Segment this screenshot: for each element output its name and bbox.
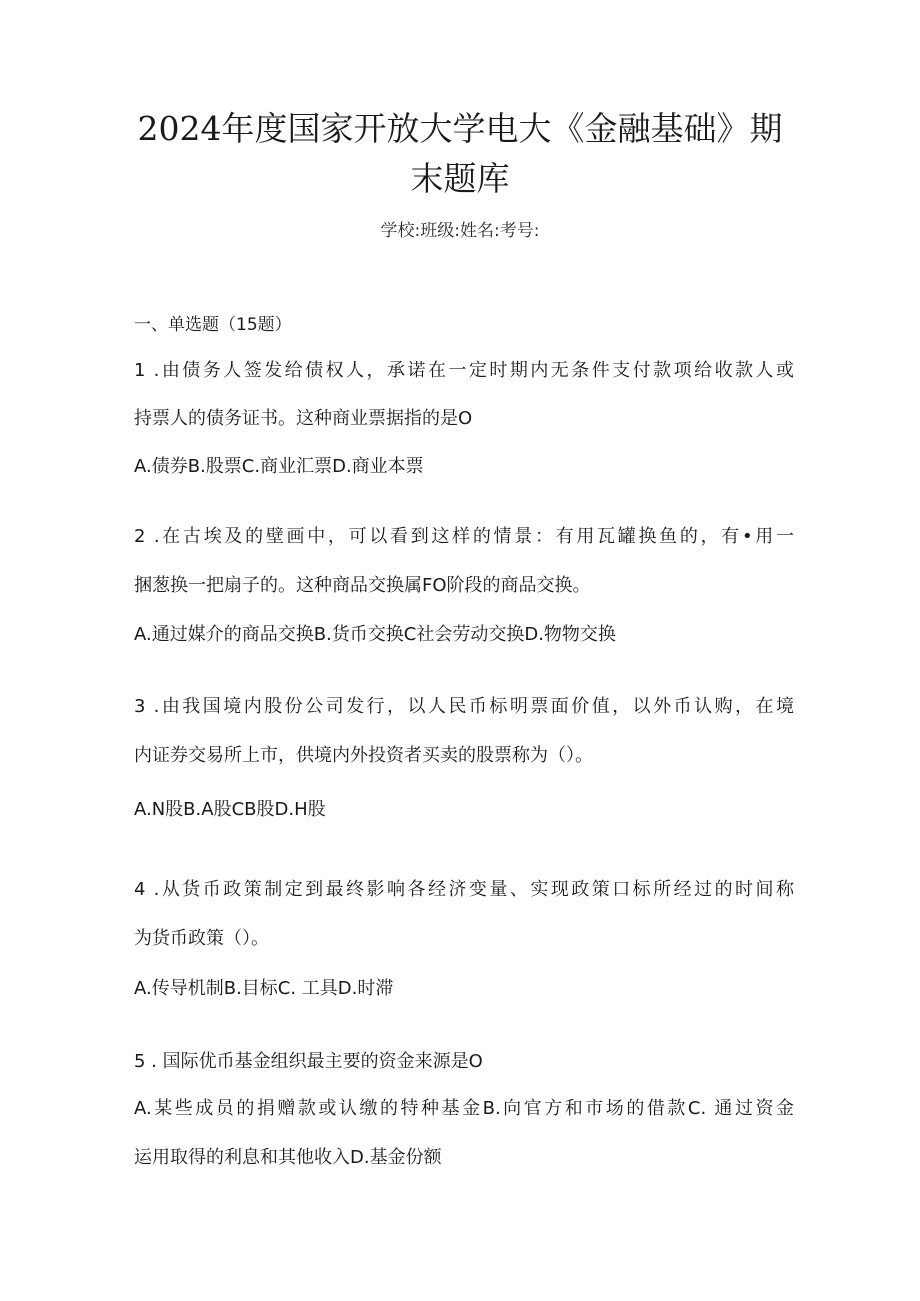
question-4-stem-line2: 为货币政策（）。 <box>134 928 269 949</box>
document-title-line1: 2024年度国家开放大学电大《金融基础》期 <box>137 109 783 148</box>
student-info-line: 学校:班级:姓名:考号: <box>380 221 540 241</box>
question-2-options: A.通过媒介的商品交换B.货币交换C社会劳动交换D.物物交换 <box>134 624 616 645</box>
question-1-options: A.债券B.股票C.商业汇票D.商业本票 <box>134 456 424 477</box>
question-5-stem-line1: 5 . 国际优币基金组织最主要的资金来源是O <box>134 1051 483 1072</box>
question-4-stem-line1: 4 .从货币政策制定到最终影响各经济变量、实现政策口标所经过的时间称 <box>134 879 794 900</box>
question-3-stem-line2: 内证券交易所上市，供境内外投资者买卖的股票称为（）。 <box>134 745 593 766</box>
question-2-stem-line2: 捆葱换一把扇子的。这种商品交换属FO阶段的商品交换。 <box>134 575 591 596</box>
question-1-stem-line2: 持票人的债务证书。这种商业票据指的是O <box>134 408 473 429</box>
question-5-options-line2: 运用取得的利息和其他收入D.基金份额 <box>134 1147 442 1168</box>
question-1-stem-line1: 1 .由债务人签发给债权人，承诺在一定时期内无条件支付款项给收款人或 <box>134 360 794 381</box>
section-heading: 一、单选题（15题） <box>134 315 292 335</box>
question-2-stem-line1: 2 .在古埃及的壁画中，可以看到这样的情景：有用瓦罐换鱼的，有•用一 <box>134 526 794 547</box>
question-5-options-line1: A.某些成员的捐赠款或认缴的特种基金B.向官方和市场的借款C. 通过资金 <box>134 1098 794 1119</box>
document-title-line2: 末题库 <box>410 159 510 198</box>
question-3-options: A.N股B.A股CB股D.H股 <box>134 799 326 820</box>
question-3-stem-line1: 3 .由我国境内股份公司发行，以人民币标明票面价值，以外币认购，在境 <box>134 696 794 717</box>
question-4-options: A.传导机制B.目标C. 工具D.时滞 <box>134 978 394 999</box>
